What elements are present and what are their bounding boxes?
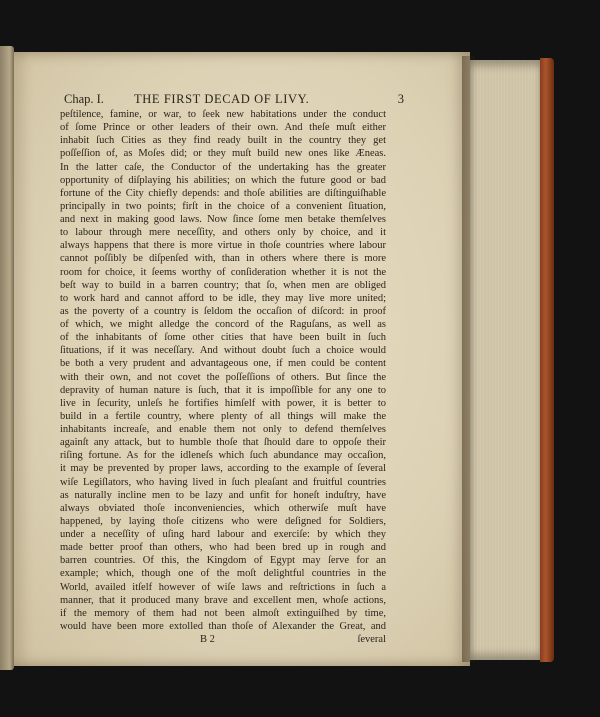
text-line: againſt any attack, but to humble thoſe that ſhould dare to oppoſe their (60, 437, 386, 449)
running-title: THE FIRST DECAD OF LIVY. (134, 92, 310, 106)
text-line: of ſome Prince or other leaders of their own. And theſe muſt either (60, 122, 386, 134)
signature-mark: B 2 (200, 634, 215, 645)
text-line: if the memory of them had not been almoſt extinguiſhed by time, (60, 607, 386, 619)
text-line: In the latter caſe, the Conductor of the undertaking has the greater (60, 161, 386, 173)
text-line: would have been more extolled than thoſe of Alexander the Great, and (60, 620, 386, 632)
text-line: wiſe Legiſlators, who having lived in ſuch pleaſant and fruitful countries (60, 476, 386, 488)
text-line: of which, we might alledge the concord of the Raguſans, as well as (60, 319, 386, 330)
text-line: riſing fortune. As for the idleneſs which ſuch abundance may occaſion, (60, 450, 386, 462)
catchword: ſeveral (357, 634, 386, 645)
chapter-label: Chap. I. (64, 92, 104, 106)
text-line: of the inhabitants of ſome other cities that have been built in ſuch (60, 332, 386, 344)
text-line: example; which, though one of the moſt delightful countries in the (60, 568, 386, 580)
text-line: manner, that it produced many brave and excellent men, whoſe actions, (60, 594, 386, 606)
text-line: World, availed itſelf however of wiſe laws and reſtrictions in ſuch a (60, 581, 386, 593)
text-line: beſt way to build in a barren country; that ſo, when men are obliged (60, 279, 386, 291)
text-line: always obviated thoſe inconveniencies, which otherwiſe muſt have (60, 502, 386, 514)
text-line: to labour through mere neceſſity, and others only by choice, and it (60, 227, 386, 239)
text-line: made better proof than others, who had been bred up in rough and (60, 542, 386, 554)
text-line: build in a fertile country, where plenty of all things will make the (60, 410, 386, 422)
text-line: fortune of the City chiefly depends: and thoſe abilities are diſtinguiſhable (60, 187, 386, 199)
text-line: and next in making good laws. Now ſince ſome men betake themſelves (60, 214, 386, 225)
text-line: as the poverty of a country is ſeldom the occaſion of diſcord: in proof (60, 305, 386, 317)
text-line: poſſeſſion of, as Moſes did; or they muſt build new ones like Æneas. (60, 148, 386, 160)
text-line: always happens that there is more virtue in thoſe countries where labour (60, 240, 386, 252)
body-text (60, 108, 386, 633)
text-line: inhabit ſuch Cities as they find ready built in the country they get (60, 135, 386, 147)
text-line: inhabitants increaſe, and enable them not only to defend themſelves (60, 424, 386, 435)
text-line: it may be prevented by proper laws, according to the example of ſeveral (60, 463, 386, 475)
text-line: as naturally incline men to be lazy and unfit for honeſt induſtry, have (60, 489, 386, 501)
page-edges (470, 60, 542, 660)
text-line: ſituations, if it was neceſſary. And without doubt ſuch a choice would (60, 345, 386, 357)
text-line: depravity of human nature is ſuch, that it is impoſſible for any one to (60, 384, 386, 396)
leather-binding (540, 58, 554, 662)
text-line: with their own, and not covet the poſſeſſions of others. But ſince the (60, 371, 386, 383)
text-line: be both a very prudent and advantageous one, if men could be content (60, 358, 386, 370)
text-line: barren countries. Of this, the Kingdom of Egypt may ſerve for an (60, 555, 386, 567)
page-number: 3 (397, 92, 404, 106)
text-line: under a neceſſity of uſing hard labour and exerciſe: by which they (60, 529, 386, 540)
page-footer (60, 633, 386, 647)
text-line: to work hard and cannot afford to be idle, they may live more united; (60, 292, 386, 304)
text-line: opportunity of diſplaying his abilities; on which the future good or bad (60, 174, 386, 186)
text-line: happened, by laying thoſe citizens who were deſigned for Soldiers, (60, 515, 386, 527)
running-header (60, 92, 404, 107)
text-line: principally in two points; firſt in the choice of a convenient ſituation, (60, 200, 386, 212)
page-text (60, 92, 404, 647)
text-line: live in ſecurity, unleſs he fortifies himſelf with power, it is better to (60, 397, 386, 409)
left-page-edge (0, 46, 14, 670)
text-line: room for choice, it ſeems worthy of conſideration whether it is not the (60, 266, 386, 278)
text-line: cannot poſſibly be diſpenſed with, than in others where there is more (60, 253, 386, 265)
text-line: peſtilence, famine, or war, to ſeek new habitations under the conduct (60, 109, 386, 120)
